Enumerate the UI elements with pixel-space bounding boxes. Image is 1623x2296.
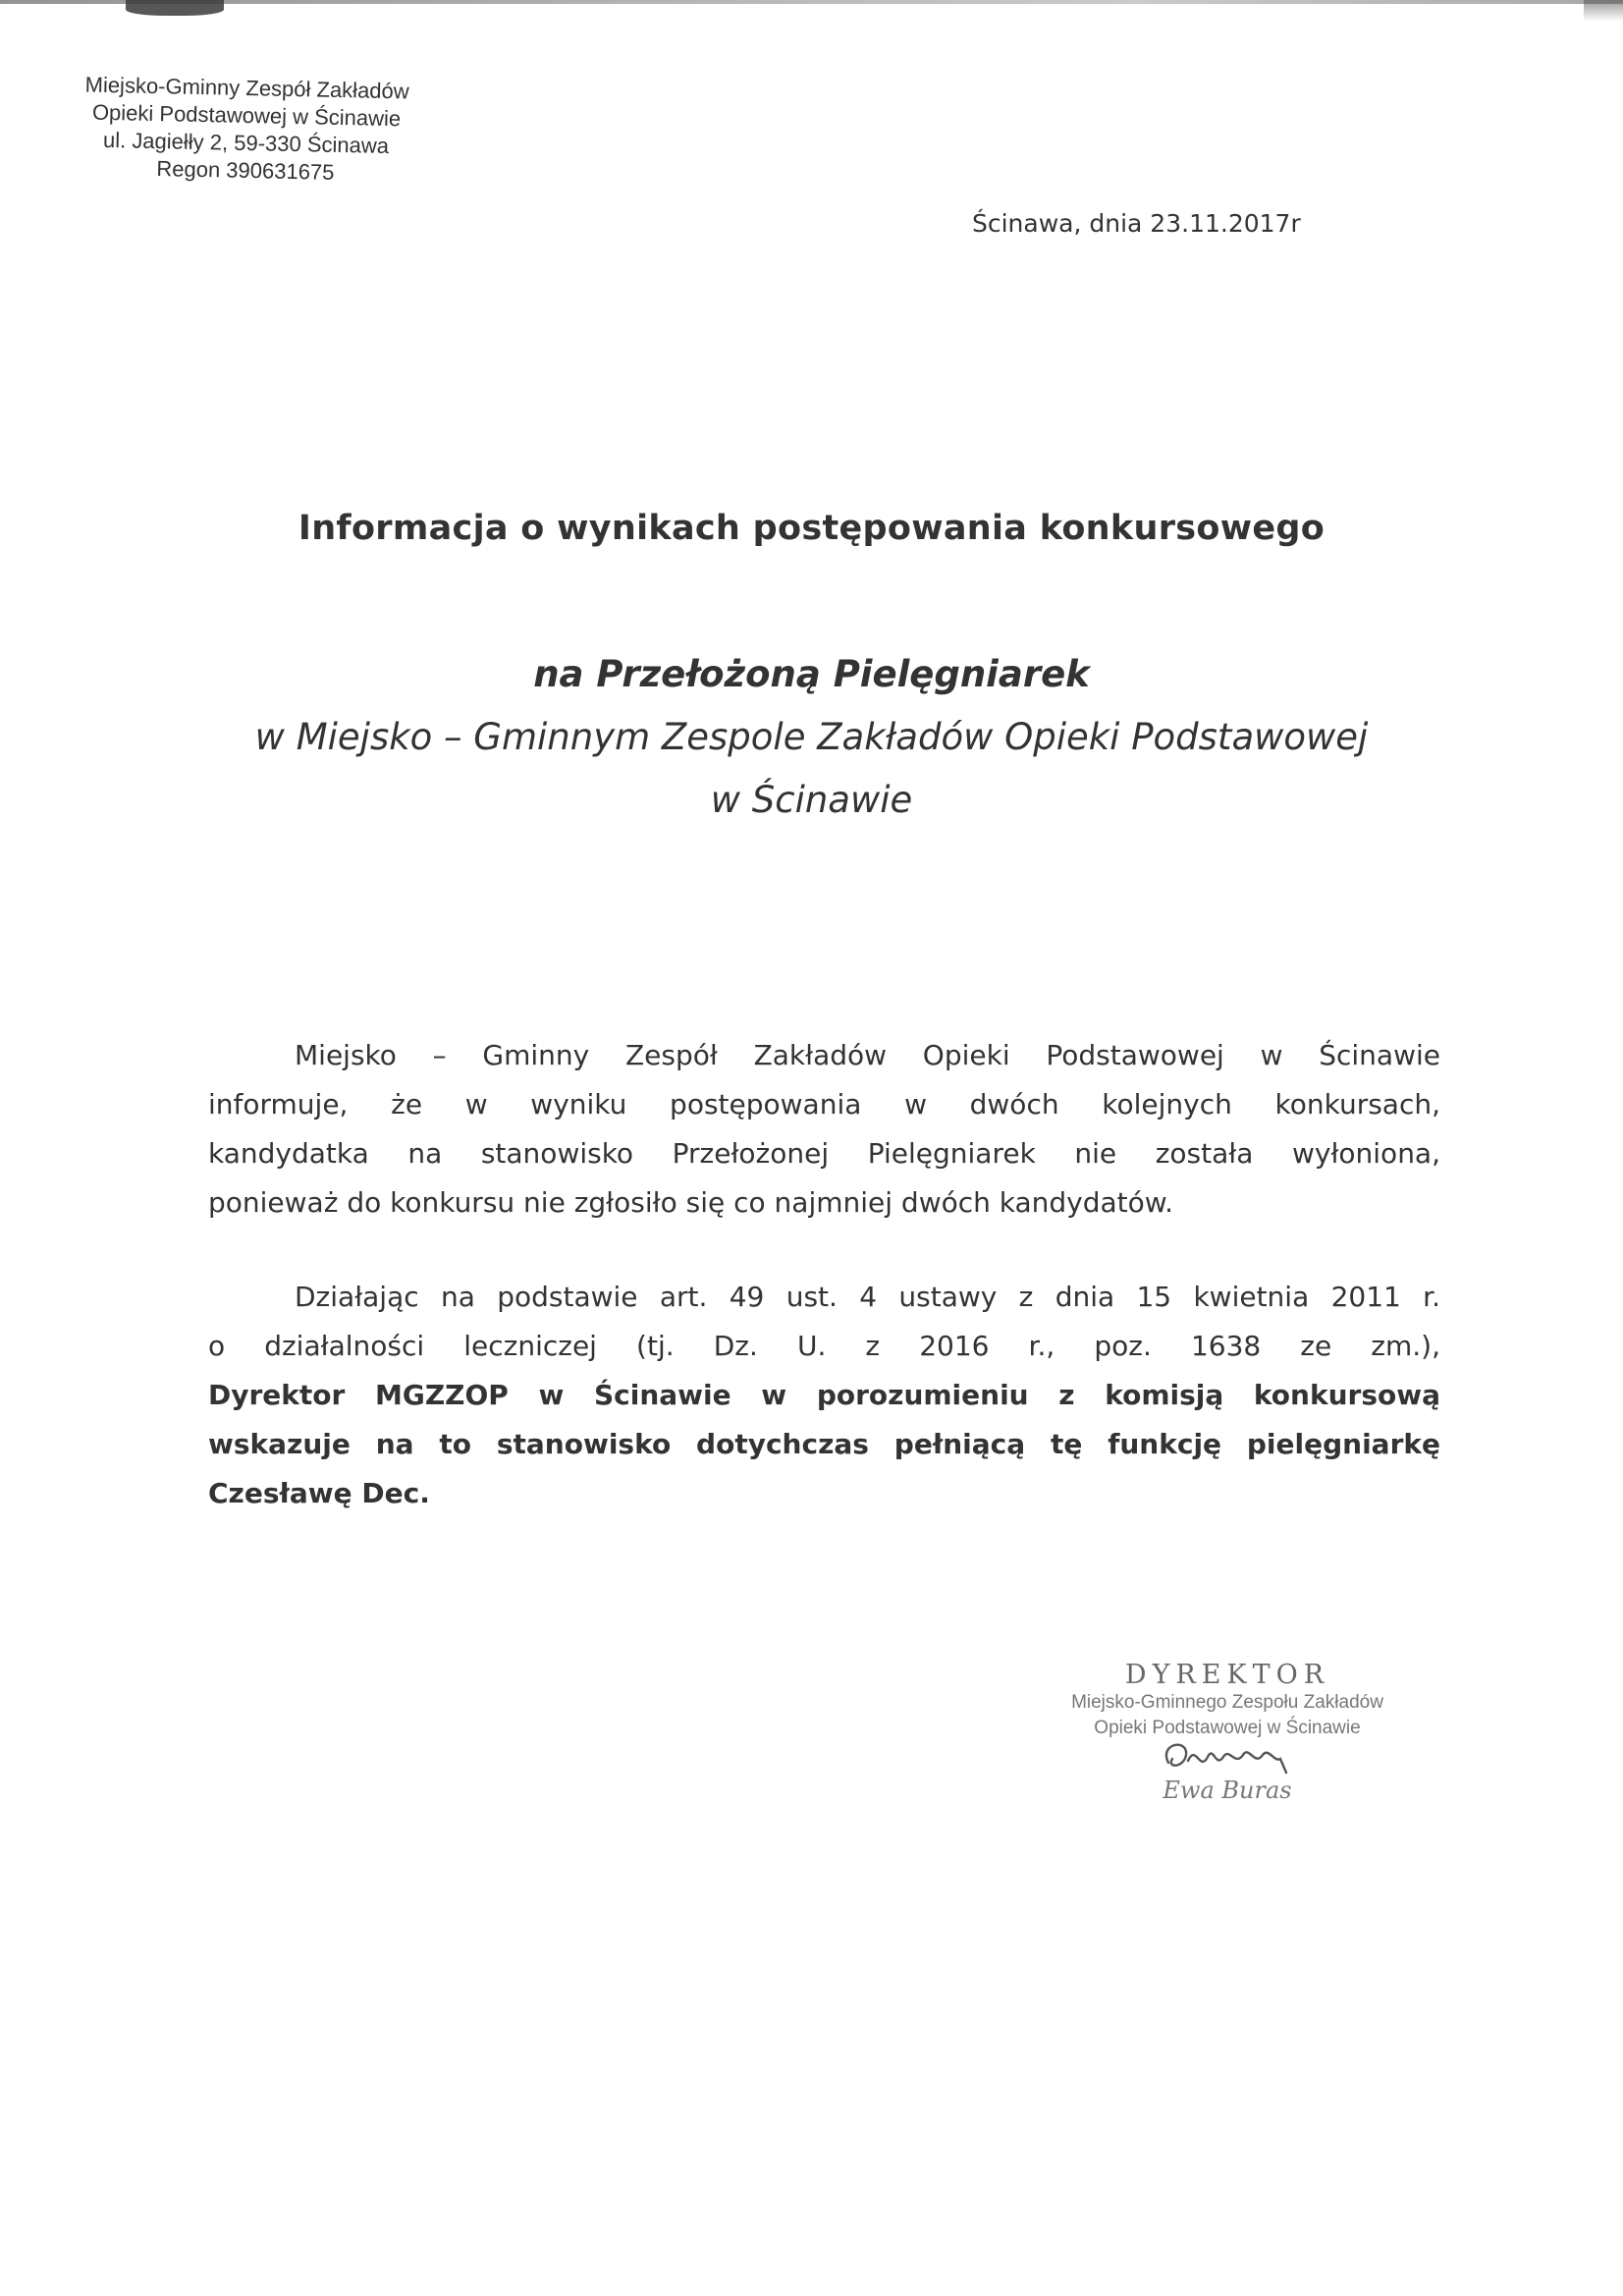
paragraph-line: ponieważ do konkursu nie zgłosiło się co najmniej dwóch kandydatów. — [208, 1186, 1174, 1219]
scan-artifact — [126, 0, 224, 16]
paragraph-line: Czesławę Dec. — [208, 1477, 430, 1509]
paragraph-2 — [208, 1273, 1440, 1518]
header-stamp-line: Opieki Podstawowej w Ścinawie — [91, 99, 402, 132]
header-stamp-line: Miejsko-Gminny Zespół Zakładów — [84, 72, 409, 104]
document-subtitle — [0, 643, 1623, 832]
paragraph-line: kandydatka na stanowisko Przełożonej Pielęgniarek nie została wyłoniona, — [208, 1137, 1440, 1170]
signature-stamp — [1031, 1660, 1424, 1804]
header-stamp-line: ul. Jagiełły 2, 59-330 Ścinawa — [102, 127, 390, 159]
subtitle-line: w Ścinawie — [710, 779, 913, 821]
subtitle-line: w Miejsko – Gminnym Zespole Zakładów Opieki Podstawowej — [254, 716, 1369, 758]
scan-artifact-right — [1584, 0, 1623, 22]
document-date: Ścinawa, dnia 23.11.2017r — [972, 209, 1301, 238]
paragraph-line: wskazuje na to stanowisko dotychczas pełniącą tę funkcję pielęgniarkę — [208, 1428, 1440, 1460]
paragraph-line: Miejsko – Gminny Zespół Zakładów Opieki Podstawowej w Ścinawie — [295, 1039, 1440, 1071]
paragraph-1 — [208, 1031, 1440, 1228]
paragraph-line: o działalności leczniczej (tj. Dz. U. z 2016 r., poz. 1638 ze zm.), — [208, 1330, 1440, 1362]
paragraph-line: informuje, że w wyniku postępowania w dwóch kolejnych konkursach, — [208, 1088, 1440, 1121]
signature-name: Ewa Buras — [1163, 1777, 1292, 1804]
header-stamp-line: Regon 390631675 — [156, 156, 335, 185]
signature-org-line: Miejsko-Gminnego Zespołu Zakładów — [1071, 1692, 1383, 1713]
paragraph-line: Dyrektor MGZZOP w Ścinawie w porozumieniu z komisją konkursową — [208, 1379, 1440, 1411]
subtitle-line: na Przełożoną Pielęgniarek — [533, 653, 1090, 695]
scan-edge-line — [0, 0, 1623, 4]
document-title: Informacja o wynikach postępowania konkursowego — [298, 509, 1325, 548]
header-stamp — [59, 71, 434, 189]
signature-org-line: Opieki Podstawowej w Ścinawie — [1094, 1718, 1361, 1738]
paragraph-line: Działając na podstawie art. 49 ust. 4 ustawy z dnia 15 kwietnia 2011 r. — [295, 1281, 1440, 1313]
signature-role: DYREKTOR — [1124, 1660, 1330, 1690]
